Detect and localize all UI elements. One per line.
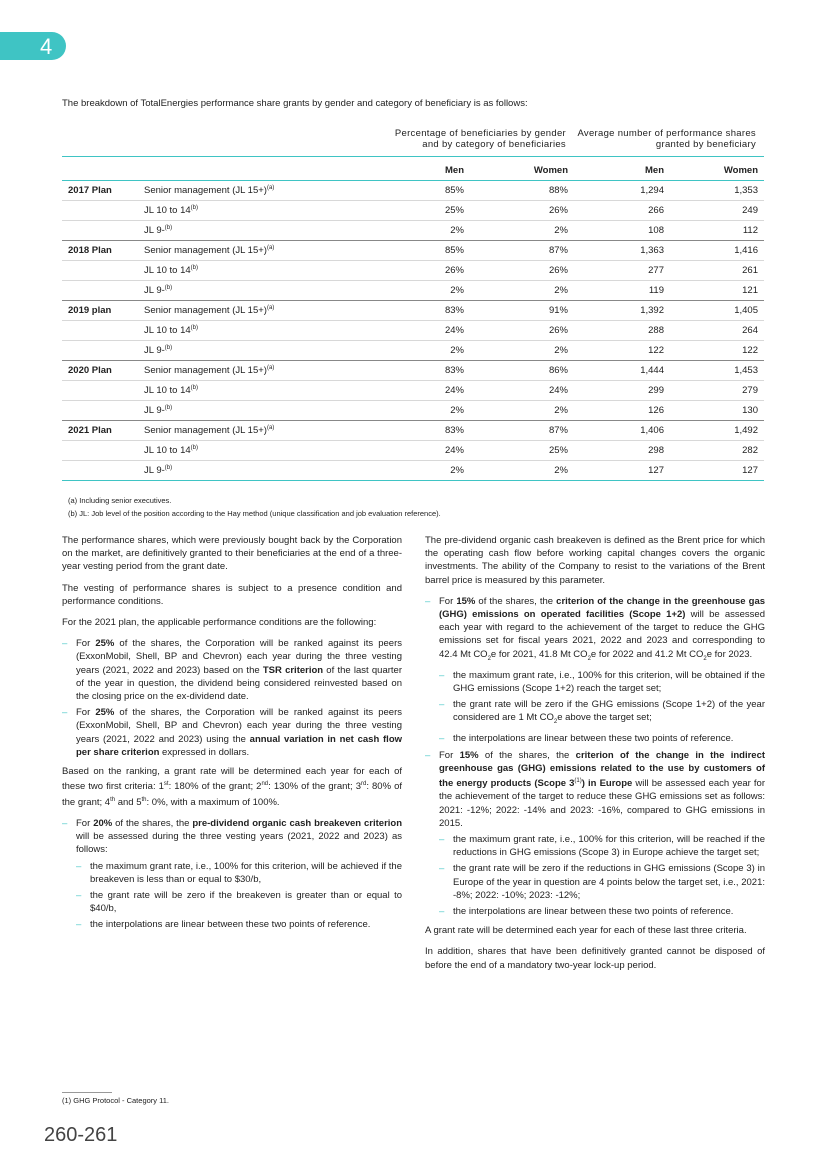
plan-cell bbox=[62, 461, 144, 481]
value-cell: 1,453 bbox=[670, 361, 764, 381]
sub-list-item: – the interpolations are linear between these two points of reference. bbox=[439, 905, 765, 918]
col-header: Men bbox=[574, 157, 670, 181]
paragraph: For the 2021 plan, the applicable performance conditions are the following: bbox=[62, 617, 377, 629]
value-cell: 2% bbox=[470, 221, 574, 241]
plan-cell bbox=[62, 261, 144, 281]
value-cell: 26% bbox=[378, 261, 470, 281]
value-cell: 83% bbox=[378, 301, 470, 321]
table-row bbox=[62, 241, 764, 261]
table-notes bbox=[68, 494, 441, 520]
value-cell: 299 bbox=[574, 381, 670, 401]
col-header: Women bbox=[470, 157, 574, 181]
value-cell: 87% bbox=[470, 241, 574, 261]
category-cell: JL 10 to 14$^{(b)}$ bbox=[144, 261, 378, 281]
value-cell: 1,492 bbox=[670, 421, 764, 441]
table-row bbox=[62, 201, 764, 221]
value-cell: 88% bbox=[470, 181, 574, 201]
category-cell: JL 10 to 14$^{(b)}$ bbox=[144, 441, 378, 461]
table-row bbox=[62, 381, 764, 401]
value-cell: 83% bbox=[378, 421, 470, 441]
plan-cell: 2019 plan bbox=[62, 301, 144, 321]
paragraph: A grant rate will be determined each year for each of these last three criteria. bbox=[425, 925, 747, 937]
group-header-percentage: Percentage of beneficiaries by gender and by category of beneficiaries bbox=[378, 128, 574, 157]
value-cell: 25% bbox=[470, 441, 574, 461]
value-cell: 282 bbox=[670, 441, 764, 461]
value-cell: 26% bbox=[470, 261, 574, 281]
sub-list-item: – the maximum grant rate, i.e., 100% for this criterion, will be obtained if the GHG emissions (Scope 1+2) reach the target set; bbox=[439, 669, 765, 695]
table-row bbox=[62, 261, 764, 281]
table-row bbox=[62, 181, 764, 201]
table-row bbox=[62, 221, 764, 241]
value-cell: 122 bbox=[574, 341, 670, 361]
value-cell: 2% bbox=[378, 281, 470, 301]
paragraph: The pre-dividend organic cash breakeven is defined as the Brent price for which the operating cash flow before working capital changes covers the organic investments. The ability of the Company to resist to the variations of the Brent barrel price is measured by this parameter. bbox=[425, 535, 765, 586]
list-item: – For 15% of the shares, the criterion of the change in the greenhouse gas (GHG) emissions on operated facilities (Scope 1+2) will be assessed each year with regard to the achievement of the target to reduce the GHG emissions set for fiscal years 2021, 2022 and 2023 and corresponding to 42.4 Mt $CO_2e$ for 2021, 41.8 Mt $CO_2e$ for 2022 and 41.2 Mt $CO_2e$ for 2023. – the maximum grant rate, i.e., 100% for this criterion, will be obtained if the GHG emissions (Scope 1+2) reach the target set; – the grant rate will be zero if the GHG emissions (Scope 1+2) of the year considered are 1 Mt $CO_2e$ above the target set; – the interpolations are linear between these two points of reference. bbox=[425, 595, 765, 746]
category-cell: Senior management (JL 15+)$^{(a)}$ bbox=[144, 301, 378, 321]
value-cell: 86% bbox=[470, 361, 574, 381]
table-row bbox=[62, 321, 764, 341]
category-cell: Senior management (JL 15+)$^{(a)}$ bbox=[144, 241, 378, 261]
table-row bbox=[62, 421, 764, 441]
value-cell: 121 bbox=[670, 281, 764, 301]
performance-share-table bbox=[62, 128, 764, 481]
category-cell: JL 9-$^{(b)}$ bbox=[144, 341, 378, 361]
plan-cell bbox=[62, 341, 144, 361]
value-cell: 127 bbox=[574, 461, 670, 481]
plan-cell: 2018 Plan bbox=[62, 241, 144, 261]
category-cell: JL 9-$^{(b)}$ bbox=[144, 281, 378, 301]
page-number: 260-261 bbox=[44, 1124, 118, 1146]
value-cell: 1,392 bbox=[574, 301, 670, 321]
plan-cell bbox=[62, 381, 144, 401]
value-cell: 298 bbox=[574, 441, 670, 461]
category-cell: JL 9-$^{(b)}$ bbox=[144, 401, 378, 421]
paragraph: In addition, shares that have been definitively granted cannot be disposed of before the end of a mandatory two-year lock-up period. bbox=[425, 946, 765, 971]
sub-list-item: – the grant rate will be zero if the GHG emissions (Scope 1+2) of the year considered are 1 Mt $CO_2e$ above the target set; bbox=[439, 698, 765, 729]
table-row bbox=[62, 281, 764, 301]
value-cell: 2% bbox=[378, 221, 470, 241]
value-cell: 122 bbox=[670, 341, 764, 361]
chapter-number: 4 bbox=[40, 34, 53, 59]
value-cell: 26% bbox=[470, 201, 574, 221]
list-item: – For 20% of the shares, the pre-dividend organic cash breakeven criterion will be assessed during the three vesting years (2021, 2022 and 2023) as follows: – the maximum grant rate, i.e., 100% for this criterion, will be achieved if the breakeven is less than or equal to $30/b, – the grant rate will be zero if the breakeven is greater than or equal to $40/b, – the interpolations are linear between these two points of reference. bbox=[62, 817, 402, 932]
left-column bbox=[62, 534, 402, 938]
category-cell: Senior management (JL 15+)$^{(a)}$ bbox=[144, 181, 378, 201]
value-cell: 277 bbox=[574, 261, 670, 281]
category-cell: Senior management (JL 15+)$^{(a)}$ bbox=[144, 361, 378, 381]
value-cell: 2% bbox=[470, 461, 574, 481]
paragraph: Based on the ranking, a grant rate will be determined each year for each of these two first criteria: 1st: 180% of the grant; 2nd: 130% of the grant; 3rd: 80% of the grant; 4th and 5th: 0%, with a maximum of 100%. bbox=[62, 766, 403, 808]
value-cell: 112 bbox=[670, 221, 764, 241]
plan-cell bbox=[62, 441, 144, 461]
table-row bbox=[62, 461, 764, 481]
group-header-average: Average number of performance shares granted by beneficiary bbox=[574, 128, 764, 157]
category-cell: JL 10 to 14$^{(b)}$ bbox=[144, 201, 378, 221]
value-cell: 87% bbox=[470, 421, 574, 441]
value-cell: 264 bbox=[670, 321, 764, 341]
value-cell: 26% bbox=[470, 321, 574, 341]
value-cell: 25% bbox=[378, 201, 470, 221]
category-cell: JL 10 to 14$^{(b)}$ bbox=[144, 381, 378, 401]
value-cell: 24% bbox=[470, 381, 574, 401]
value-cell: 279 bbox=[670, 381, 764, 401]
value-cell: 85% bbox=[378, 181, 470, 201]
sub-list-item: – the grant rate will be zero if the breakeven is greater than or equal to $40/b, bbox=[76, 889, 402, 915]
value-cell: 91% bbox=[470, 301, 574, 321]
right-column bbox=[425, 534, 765, 980]
category-cell: JL 9-$^{(b)}$ bbox=[144, 461, 378, 481]
value-cell: 2% bbox=[470, 341, 574, 361]
col-header: Men bbox=[378, 157, 470, 181]
table-row bbox=[62, 441, 764, 461]
plan-cell bbox=[62, 281, 144, 301]
paragraph: The vesting of performance shares is subject to a presence condition and performance conditions. bbox=[62, 582, 402, 607]
value-cell: 1,294 bbox=[574, 181, 670, 201]
value-cell: 127 bbox=[670, 461, 764, 481]
chapter-tab bbox=[0, 32, 66, 60]
col-header: Women bbox=[670, 157, 764, 181]
table-row bbox=[62, 341, 764, 361]
plan-cell bbox=[62, 201, 144, 221]
paragraph: The performance shares, which were previously bought back by the Corporation on the market, are definitively granted to their beneficiaries at the end of a three-year vesting period from the grant date. bbox=[62, 535, 402, 573]
note-b: (b) JL: Job level of the position according to the Hay method (unique classification and job evaluation reference). bbox=[68, 509, 441, 518]
list-item: – For 25% of the shares, the Corporation will be ranked against its peers (ExxonMobil, Shell, BP and Chevron) each year during the three vesting years (2021, 2022 and 2023) based on the TSR criterion of the last quarter of the year in question, the dividend being considered reinvested based on the closing price on the ex-dividend date. bbox=[62, 637, 402, 703]
footnote-divider bbox=[62, 1092, 112, 1093]
sub-list-item: – the interpolations are linear between these two points of reference. bbox=[76, 918, 402, 931]
value-cell: 126 bbox=[574, 401, 670, 421]
value-cell: 1,416 bbox=[670, 241, 764, 261]
list-item: – For 25% of the shares, the Corporation will be ranked against its peers (ExxonMobil, Shell, BP and Chevron) each year during the three vesting years (2021, 2022 and 2023) using the annual variation in net cash flow per share criterion expressed in dollars. bbox=[62, 706, 402, 759]
value-cell: 266 bbox=[574, 201, 670, 221]
value-cell: 2% bbox=[470, 281, 574, 301]
value-cell: 24% bbox=[378, 381, 470, 401]
value-cell: 1,405 bbox=[670, 301, 764, 321]
value-cell: 24% bbox=[378, 321, 470, 341]
value-cell: 2% bbox=[378, 341, 470, 361]
value-cell: 1,444 bbox=[574, 361, 670, 381]
footnote: (1) GHG Protocol - Category 11. bbox=[62, 1096, 169, 1105]
intro-text: The breakdown of TotalEnergies performance share grants by gender and category of beneficiary is as follows: bbox=[62, 98, 528, 109]
value-cell: 83% bbox=[378, 361, 470, 381]
table-row bbox=[62, 301, 764, 321]
sub-list-item: – the grant rate will be zero if the reductions in GHG emissions (Scope 3) in Europe of the year in question are 4 points below the target set, i.e., 2021: -8%; 2022: -10%; 2023: -12%; bbox=[439, 862, 765, 902]
value-cell: 1,406 bbox=[574, 421, 670, 441]
note-a: (a) Including senior executives. bbox=[68, 496, 172, 505]
value-cell: 2% bbox=[378, 401, 470, 421]
value-cell: 119 bbox=[574, 281, 670, 301]
value-cell: 24% bbox=[378, 441, 470, 461]
table-row bbox=[62, 401, 764, 421]
plan-cell bbox=[62, 221, 144, 241]
value-cell: 261 bbox=[670, 261, 764, 281]
value-cell: 249 bbox=[670, 201, 764, 221]
value-cell: 85% bbox=[378, 241, 470, 261]
value-cell: 1,353 bbox=[670, 181, 764, 201]
table-row bbox=[62, 361, 764, 381]
sub-list-item: – the interpolations are linear between these two points of reference. bbox=[439, 732, 765, 745]
category-cell: Senior management (JL 15+)$^{(a)}$ bbox=[144, 421, 378, 441]
value-cell: 2% bbox=[470, 401, 574, 421]
sub-list-item: – the maximum grant rate, i.e., 100% for this criterion, will be achieved if the breakeven is less than or equal to $30/b, bbox=[76, 860, 402, 886]
plan-cell bbox=[62, 321, 144, 341]
plan-cell: 2017 Plan bbox=[62, 181, 144, 201]
plan-cell: 2021 Plan bbox=[62, 421, 144, 441]
plan-cell bbox=[62, 401, 144, 421]
value-cell: 2% bbox=[378, 461, 470, 481]
value-cell: 108 bbox=[574, 221, 670, 241]
list-item: – For 15% of the shares, the criterion of the change in the indirect greenhouse gas (GHG) emissions related to the use by customers of the energy products (Scope 3$^{(1)}$) in Europe will be assessed each year for the achievement of the target to reduce these GHG emissions set as follows: 2021: -12%; 2022: -14% and 2023: -16%, compared to GHG emissions in 2015. – the maximum grant rate, i.e., 100% for this criterion, will be reached if the reductions in GHG emissions (Scope 3) in Europe achieve the target set; – the grant rate will be zero if the reductions in GHG emissions (Scope 3) in Europe of the year in question are 4 points below the target set, i.e., 2021: -8%; 2022: -10%; 2023: -12%; – the interpolations are linear between these two points of reference. bbox=[425, 749, 765, 919]
category-cell: JL 10 to 14$^{(b)}$ bbox=[144, 321, 378, 341]
value-cell: 130 bbox=[670, 401, 764, 421]
plan-cell: 2020 Plan bbox=[62, 361, 144, 381]
sub-list-item: – the maximum grant rate, i.e., 100% for this criterion, will be reached if the reductions in GHG emissions (Scope 3) in Europe achieve the target set; bbox=[439, 833, 765, 859]
value-cell: 1,363 bbox=[574, 241, 670, 261]
category-cell: JL 9-$^{(b)}$ bbox=[144, 221, 378, 241]
value-cell: 288 bbox=[574, 321, 670, 341]
